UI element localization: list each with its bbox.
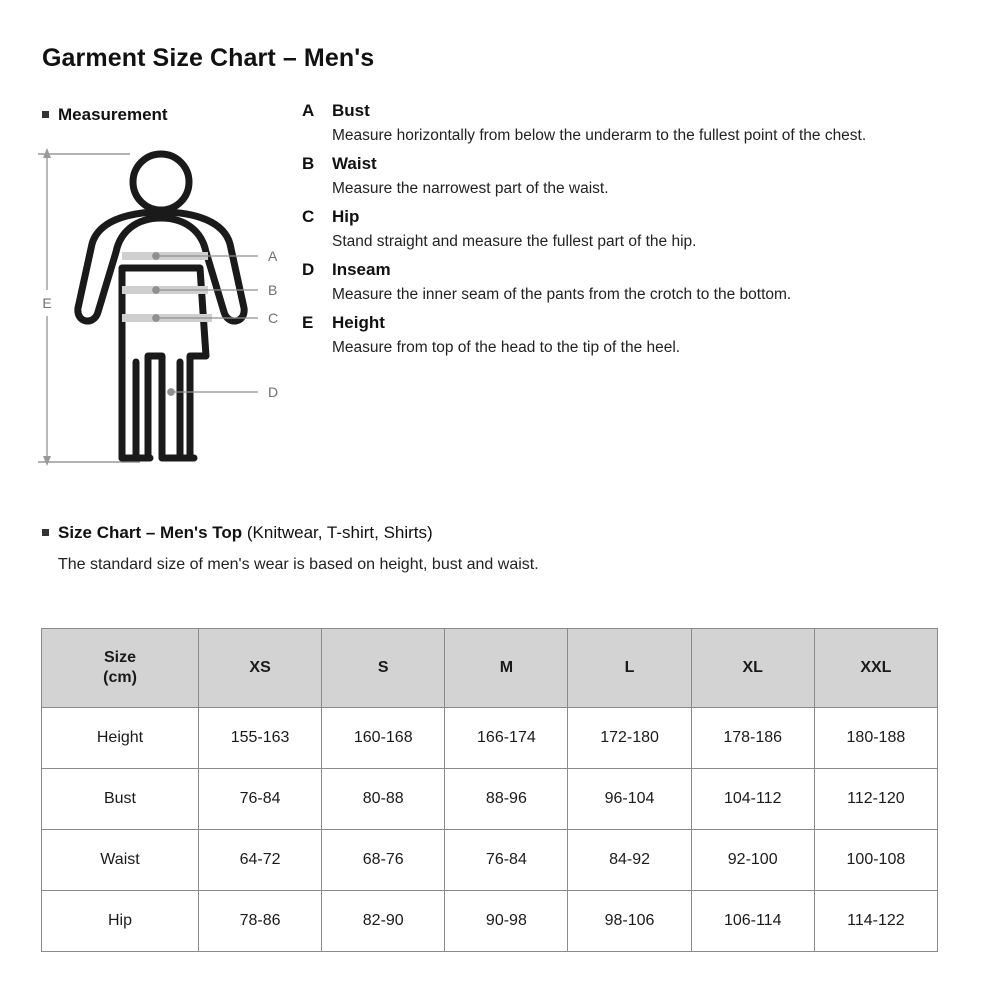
cell: 68-76 bbox=[322, 830, 445, 891]
cell: 106-114 bbox=[691, 891, 814, 952]
definition-item bbox=[302, 153, 972, 199]
cell: 180-188 bbox=[814, 708, 937, 769]
column-header-l: L bbox=[568, 629, 691, 708]
cell: 98-106 bbox=[568, 891, 691, 952]
definition-letter: E bbox=[302, 313, 314, 332]
cell: 114-122 bbox=[814, 891, 937, 952]
definition-item bbox=[302, 312, 972, 358]
cell: 92-100 bbox=[691, 830, 814, 891]
cell: 90-98 bbox=[445, 891, 568, 952]
measurement-definitions bbox=[302, 100, 972, 365]
body-silhouette-icon bbox=[78, 154, 244, 458]
definition-heading bbox=[302, 100, 972, 122]
column-header-xs: XS bbox=[199, 629, 322, 708]
measurement-heading-label: Measurement bbox=[58, 105, 168, 124]
figure-label-e: E bbox=[42, 295, 52, 311]
bullet-square-icon bbox=[42, 111, 49, 118]
table-head bbox=[42, 629, 938, 708]
definition-letter: D bbox=[302, 260, 315, 279]
cell: 76-84 bbox=[199, 769, 322, 830]
column-header-m: M bbox=[445, 629, 568, 708]
page-title: Garment Size Chart – Men's bbox=[42, 44, 375, 72]
definition-heading bbox=[302, 312, 972, 334]
definition-description: Measure the narrowest part of the waist. bbox=[332, 180, 609, 197]
cell: 82-90 bbox=[322, 891, 445, 952]
size-chart-note: The standard size of men's wear is based on height, bust and waist. bbox=[58, 556, 539, 573]
cell: 84-92 bbox=[568, 830, 691, 891]
definition-term: Bust bbox=[332, 101, 370, 120]
row-label: Bust bbox=[42, 769, 199, 830]
size-chart-heading-sub: (Knitwear, T-shirt, Shirts) bbox=[246, 523, 433, 542]
cell: 104-112 bbox=[691, 769, 814, 830]
row-label: Height bbox=[42, 708, 199, 769]
definition-item bbox=[302, 206, 972, 252]
definition-description: Stand straight and measure the fullest part of the hip. bbox=[332, 233, 697, 250]
figure-label-c: C bbox=[268, 310, 279, 326]
bullet-square-icon bbox=[42, 529, 49, 536]
definition-term: Hip bbox=[332, 207, 360, 226]
cell: 88-96 bbox=[445, 769, 568, 830]
row-label: Waist bbox=[42, 830, 199, 891]
definition-term: Height bbox=[332, 313, 385, 332]
table-row bbox=[42, 708, 938, 769]
table-row bbox=[42, 830, 938, 891]
table-row bbox=[42, 769, 938, 830]
figure-label-b: B bbox=[268, 282, 278, 298]
cell: 166-174 bbox=[445, 708, 568, 769]
cell: 80-88 bbox=[322, 769, 445, 830]
definition-description: Measure horizontally from below the underarm to the fullest point of the chest. bbox=[332, 127, 867, 144]
definition-heading bbox=[302, 259, 972, 281]
definition-term: Inseam bbox=[332, 260, 391, 279]
corner-label-unit: (cm) bbox=[103, 669, 137, 686]
table-row bbox=[42, 891, 938, 952]
cell: 96-104 bbox=[568, 769, 691, 830]
cell: 78-86 bbox=[199, 891, 322, 952]
measurement-bands-icon bbox=[122, 252, 212, 322]
cell: 178-186 bbox=[691, 708, 814, 769]
measurement-section-heading bbox=[42, 105, 168, 125]
size-chart-heading-label: Size Chart – Men's Top bbox=[58, 523, 243, 542]
table-corner-header bbox=[42, 629, 199, 708]
definition-item bbox=[302, 259, 972, 305]
definition-item bbox=[302, 100, 972, 146]
cell: 100-108 bbox=[814, 830, 937, 891]
cell: 172-180 bbox=[568, 708, 691, 769]
figure-label-a: A bbox=[268, 248, 278, 264]
cell: 64-72 bbox=[199, 830, 322, 891]
corner-label-size: Size bbox=[103, 649, 136, 666]
table-body bbox=[42, 708, 938, 952]
definition-heading bbox=[302, 153, 972, 175]
cell: 76-84 bbox=[445, 830, 568, 891]
column-header-xl: XL bbox=[691, 629, 814, 708]
size-chart-table bbox=[41, 628, 938, 952]
definition-letter: C bbox=[302, 207, 315, 226]
definition-term: Waist bbox=[332, 154, 377, 173]
cell: 160-168 bbox=[322, 708, 445, 769]
definition-letter: B bbox=[302, 154, 315, 173]
definition-letter: A bbox=[302, 101, 315, 120]
size-chart-section-heading bbox=[42, 523, 433, 543]
definition-description: Measure from top of the head to the tip of the heel. bbox=[332, 339, 681, 356]
column-header-s: S bbox=[322, 629, 445, 708]
body-legs-icon bbox=[122, 362, 194, 458]
cell: 155-163 bbox=[199, 708, 322, 769]
table-header-row bbox=[42, 629, 938, 708]
figure-label-d: D bbox=[268, 384, 279, 400]
row-label: Hip bbox=[42, 891, 199, 952]
definition-description: Measure the inner seam of the pants from the crotch to the bottom. bbox=[332, 286, 792, 303]
cell: 112-120 bbox=[814, 769, 937, 830]
column-header-xxl: XXL bbox=[814, 629, 937, 708]
body-measurement-figure bbox=[30, 140, 315, 480]
definition-heading bbox=[302, 206, 972, 228]
